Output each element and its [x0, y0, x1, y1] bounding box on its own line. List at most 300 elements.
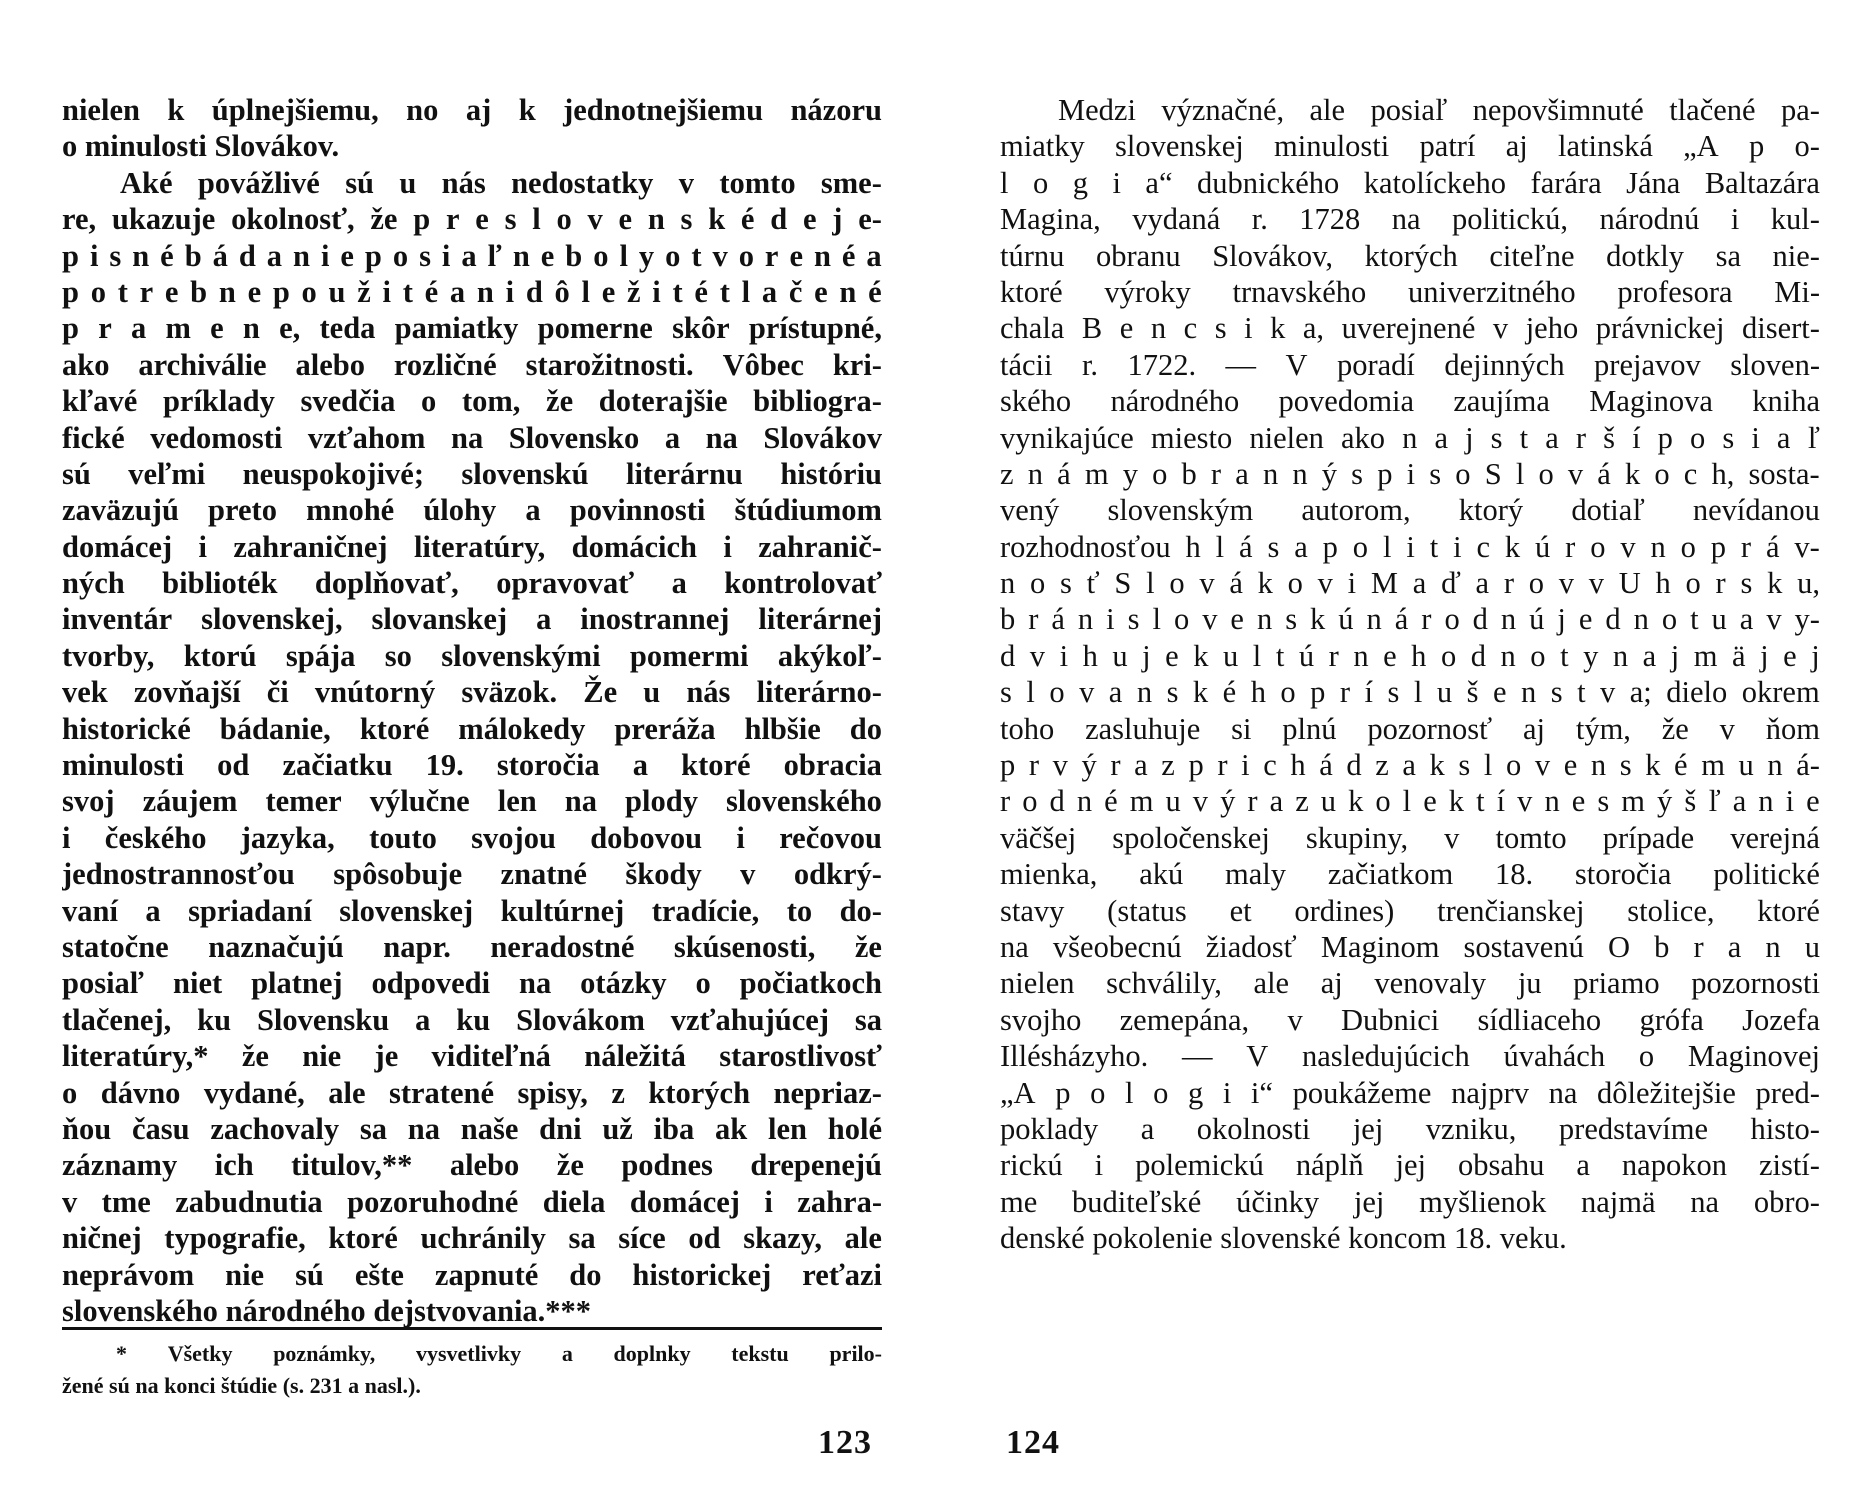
word: historické — [62, 711, 191, 746]
word: minulosti — [62, 748, 185, 783]
word: a — [449, 274, 466, 309]
word: S — [1484, 456, 1502, 491]
word: zapnuté — [434, 1257, 539, 1292]
word: a — [1739, 602, 1754, 637]
word: n — [293, 238, 310, 273]
word: o — [1590, 529, 1606, 564]
word: u, — [1797, 566, 1820, 601]
text-line — [62, 929, 882, 965]
word: miatky — [1000, 129, 1085, 164]
word: Slovákom — [516, 1002, 645, 1037]
word: tomto — [719, 165, 796, 200]
word: svojho — [1000, 1002, 1082, 1037]
word: Mi- — [1774, 274, 1820, 309]
word: ý — [1220, 784, 1236, 819]
text-line — [1000, 1075, 1820, 1111]
word: okrem — [1741, 675, 1820, 710]
word: s — [1387, 675, 1400, 710]
word: V — [1285, 347, 1308, 382]
word: verejná — [1730, 820, 1820, 855]
word: a — [866, 238, 882, 273]
word: spoločenskej — [1112, 820, 1270, 855]
text-line — [62, 529, 882, 565]
word: á — [1319, 748, 1333, 783]
word: o — [1440, 638, 1457, 673]
word: ľ — [487, 238, 502, 273]
word: Slovensko — [508, 420, 640, 455]
text-line — [1000, 711, 1820, 747]
word: r — [1693, 929, 1704, 964]
word: inostrannej — [580, 602, 730, 637]
word: nasledujúcich — [1302, 1039, 1470, 1074]
word: najmä — [1581, 1184, 1656, 1219]
word: opravovať — [496, 566, 635, 601]
text-line — [1000, 201, 1820, 237]
word: na — [519, 966, 552, 1001]
word: sme- — [820, 165, 882, 200]
word: preto — [208, 493, 277, 528]
word: d — [1000, 638, 1016, 673]
word: literatúry,* — [62, 1039, 209, 1074]
word: y — [638, 238, 655, 273]
text-line — [1000, 674, 1820, 710]
word: národného — [1110, 384, 1240, 419]
word: obsahu — [1458, 1148, 1545, 1183]
word: i — [1222, 1075, 1232, 1110]
word: obro- — [1753, 1184, 1820, 1219]
word: denské — [1000, 1221, 1085, 1256]
word: význačné, — [1161, 93, 1285, 127]
word: ktorých — [648, 1075, 751, 1110]
word: že — [1661, 711, 1689, 746]
word: zahranič- — [758, 529, 882, 564]
word: o — [1153, 1075, 1169, 1110]
word: nedostatky — [511, 165, 654, 200]
word: neuspokojivé; — [242, 456, 424, 491]
word: je — [374, 1039, 399, 1074]
word: i — [1730, 202, 1740, 237]
word: m — [1129, 784, 1154, 819]
word: o — [1455, 456, 1471, 491]
word: nás — [441, 165, 486, 200]
word: predstavíme — [1558, 1111, 1708, 1146]
word: s — [1550, 675, 1563, 710]
text-line — [62, 456, 882, 492]
text-line — [62, 492, 882, 528]
text-line — [1000, 456, 1820, 492]
word: a — [664, 420, 681, 455]
text-line — [62, 711, 882, 747]
word: t — [1560, 638, 1569, 673]
word: s — [1351, 456, 1364, 491]
word: r — [98, 311, 112, 346]
word: n — [1590, 748, 1607, 783]
word: b — [1654, 929, 1670, 964]
right-page-body — [1000, 92, 1820, 1257]
word: či — [266, 675, 289, 710]
word: n — [1353, 638, 1369, 673]
word: b — [184, 238, 202, 273]
word: e — [340, 238, 354, 273]
word: l — [1124, 1075, 1134, 1110]
word: nielen — [62, 93, 140, 127]
word: historickej — [632, 1257, 772, 1292]
word: doterajšie — [598, 384, 728, 419]
word: v — [1052, 748, 1068, 783]
word: politické — [1713, 857, 1820, 892]
word: ňou — [62, 1111, 112, 1146]
word: tomto — [1495, 820, 1567, 855]
word: dejstvovania.*** — [373, 1293, 592, 1328]
word: v — [587, 202, 603, 237]
word: vnútorný — [314, 675, 436, 710]
text-line — [1000, 965, 1820, 1001]
word: stratené — [388, 1075, 494, 1110]
word: o — [1685, 566, 1701, 601]
text-line — [1000, 274, 1820, 310]
word: r — [1740, 529, 1752, 564]
word: b — [190, 274, 208, 309]
word: e — [1165, 638, 1179, 673]
text-line — [1000, 1038, 1820, 1074]
word: otázky — [580, 966, 667, 1001]
word: niet — [173, 966, 223, 1001]
word: m — [1701, 748, 1725, 783]
text-line — [1000, 383, 1820, 419]
word: aj — [465, 93, 492, 127]
word: i — [1751, 420, 1760, 455]
word: jeho — [1525, 311, 1579, 346]
word: e — [802, 202, 817, 237]
word: zovňajší — [133, 675, 241, 710]
word: Aké — [120, 165, 173, 200]
word: okolnosti — [1196, 1111, 1311, 1146]
word: tradície, — [651, 893, 760, 928]
text-line — [1000, 492, 1820, 528]
word: c — [1683, 456, 1698, 491]
word: u — [328, 274, 346, 309]
word: p — [364, 238, 382, 273]
word: r — [1247, 784, 1258, 819]
word: n — [839, 274, 857, 309]
word: s — [1429, 456, 1442, 491]
word: n — [1256, 602, 1273, 637]
word: slovenskú — [461, 456, 589, 491]
word: B — [1081, 311, 1103, 346]
word: slovenskej, — [201, 602, 343, 637]
word: j — [1670, 638, 1680, 673]
word: miesto — [1150, 420, 1233, 455]
word: podnes — [621, 1148, 713, 1183]
word: i — [1347, 566, 1357, 601]
word: reťazi — [802, 1257, 882, 1292]
word: Baltazára — [1704, 165, 1820, 200]
word: s — [1127, 602, 1140, 637]
word: touto — [369, 820, 437, 855]
word: ku — [456, 1002, 491, 1037]
word: chala — [1000, 311, 1065, 346]
word: e — [1383, 638, 1397, 673]
word: i — [1106, 602, 1115, 637]
word: jazyka, — [240, 820, 335, 855]
word: á — [212, 238, 228, 273]
word: re, — [62, 202, 97, 237]
text-line — [1000, 1111, 1820, 1147]
word: l — [581, 274, 590, 309]
word: á — [1051, 602, 1065, 637]
word: — — [1181, 1039, 1213, 1074]
word: é — [740, 202, 755, 237]
word: c — [1183, 311, 1198, 346]
word: é — [1104, 784, 1118, 819]
word: i — [441, 238, 451, 273]
word: ich — [214, 1148, 254, 1183]
word: n — [1136, 675, 1153, 710]
word: o — [1654, 456, 1670, 491]
word: u — [1223, 638, 1239, 673]
word: v — [1517, 784, 1533, 819]
word: r. — [1251, 202, 1268, 237]
word: e — [1230, 602, 1244, 637]
word: naše — [460, 1111, 519, 1146]
word: alebo — [295, 347, 365, 382]
word: citeľne — [1489, 238, 1575, 273]
word: kul- — [1770, 202, 1820, 237]
word: fické — [62, 420, 125, 455]
word: l — [1152, 602, 1161, 637]
word: dotiaľ — [1571, 493, 1645, 528]
word: hlbšie — [744, 711, 821, 746]
word: zaväzujú — [62, 493, 179, 528]
word: 1722. — [1127, 347, 1197, 382]
word: zemepána, — [1119, 1002, 1250, 1037]
word: á — [1057, 456, 1071, 491]
word: n — [1650, 529, 1666, 564]
word: v — [1317, 566, 1333, 601]
word: ktoré — [1757, 893, 1820, 928]
word: v — [678, 165, 695, 200]
word: a — [1294, 529, 1308, 564]
word: zahraničnej — [233, 529, 388, 564]
word: jej — [1352, 1111, 1384, 1146]
word: ť — [1086, 566, 1100, 601]
word: literárno- — [756, 675, 882, 710]
word: domácej — [62, 529, 173, 564]
word: rečovou — [779, 820, 882, 855]
word: maly — [1225, 857, 1287, 892]
word: literatúry, — [413, 529, 546, 564]
text-line — [1000, 1147, 1820, 1183]
word: spisy, — [517, 1075, 588, 1110]
text-line — [62, 893, 882, 929]
word: o — [62, 129, 78, 164]
word: nielen — [1000, 966, 1075, 1001]
word: Jozefa — [1742, 1002, 1820, 1037]
word: g — [1072, 165, 1088, 200]
word: a — [1134, 748, 1148, 783]
text-line — [1000, 856, 1820, 892]
word: a — [1235, 456, 1249, 491]
word: koncom — [1348, 1221, 1447, 1256]
word: na — [1690, 1184, 1720, 1219]
word: a — [671, 566, 687, 601]
word: že — [546, 384, 574, 419]
text-line — [1000, 747, 1820, 783]
word: na — [1548, 1075, 1578, 1110]
word: povedomia — [1278, 384, 1415, 419]
word: i — [1241, 748, 1250, 783]
word: g — [1187, 1075, 1204, 1110]
word: náplň — [1295, 1148, 1364, 1183]
word: a — [1776, 420, 1791, 455]
word: t — [1690, 602, 1699, 637]
word: s — [1722, 420, 1735, 455]
word: e — [1571, 784, 1586, 819]
word: slovenské — [1220, 1221, 1341, 1256]
word: a — [525, 493, 541, 528]
word: i — [62, 820, 71, 855]
word: kri- — [832, 347, 882, 382]
word: n — [218, 274, 236, 309]
word: tom, — [461, 384, 521, 419]
word: diela — [542, 1184, 606, 1219]
word: v — [1202, 602, 1218, 637]
text-line — [1000, 929, 1820, 965]
word: á — [1394, 602, 1409, 637]
word: rickú — [1000, 1148, 1063, 1183]
word: d — [770, 202, 788, 237]
word: š — [1466, 675, 1479, 710]
word: Slovákov — [763, 420, 882, 455]
word: O — [1607, 929, 1630, 964]
word: poklady — [1000, 1111, 1099, 1146]
word: r — [1217, 748, 1228, 783]
word: rozličné — [393, 347, 497, 382]
word: zabudnutia — [175, 1184, 323, 1219]
text-line — [62, 201, 882, 237]
word: ý — [1657, 784, 1673, 819]
word: statočne — [62, 929, 169, 964]
word: y — [1583, 638, 1599, 673]
word: o — [1152, 456, 1168, 491]
word: profesora — [1617, 274, 1733, 309]
text-line — [1000, 529, 1820, 565]
text-line — [62, 601, 882, 637]
word: nevídanou — [1692, 493, 1820, 528]
word: t — [672, 274, 683, 309]
word: i — [1453, 529, 1462, 564]
word: o — [301, 274, 317, 309]
word: i — [736, 820, 745, 855]
text-line — [62, 565, 882, 601]
word: t — [117, 274, 128, 309]
word: o — [1022, 784, 1038, 819]
word: vzťahom — [307, 420, 426, 455]
word: k — [708, 202, 726, 237]
word: sa — [568, 1221, 596, 1256]
word: ktorý — [1458, 493, 1524, 528]
word: k — [1270, 311, 1286, 346]
text-line — [62, 165, 882, 201]
word: už — [602, 1111, 633, 1146]
word: k — [1504, 529, 1521, 564]
word: k — [1767, 566, 1783, 601]
word: r — [1210, 456, 1222, 491]
word: p — [62, 274, 79, 309]
word: jej — [1395, 1148, 1427, 1183]
word: starostlivosť — [719, 1039, 882, 1074]
word: na — [1000, 929, 1029, 964]
word: slovenského — [62, 1293, 218, 1328]
word: v — [1558, 566, 1574, 601]
text-line — [62, 92, 882, 128]
word: ý — [1081, 748, 1097, 783]
word: histo- — [1750, 1111, 1820, 1146]
text-line — [1000, 893, 1820, 929]
word: trnavského — [1232, 274, 1367, 309]
word: slovenskými — [441, 638, 601, 673]
word: literárnej — [758, 602, 882, 637]
word: Slovensku — [256, 1002, 390, 1037]
word: jej — [1353, 1184, 1385, 1219]
word: o — [593, 238, 609, 273]
word: v — [1534, 748, 1551, 783]
word: skúsenosti, — [673, 929, 816, 964]
word: o — [738, 238, 754, 273]
word: sa — [359, 1111, 387, 1146]
word: v — [712, 238, 728, 273]
word: a; — [1629, 675, 1652, 710]
word: u — [1320, 784, 1337, 819]
word: drepenejú — [750, 1148, 882, 1183]
word: Že — [583, 675, 618, 710]
word: sloven- — [1730, 347, 1820, 382]
word: 18. — [1494, 857, 1534, 892]
word: e — [789, 238, 803, 273]
word: temer — [265, 784, 342, 819]
word: e — [601, 274, 616, 309]
word: ú — [1338, 602, 1354, 637]
word: poradí — [1336, 347, 1415, 382]
word: prístupné, — [748, 311, 882, 346]
word: p — [1748, 129, 1765, 164]
word: r — [1575, 420, 1587, 455]
word: politickú, — [1451, 202, 1569, 237]
text-line — [1000, 565, 1820, 601]
word: é — [694, 274, 708, 309]
word: a — [1732, 784, 1747, 819]
word: y- — [1794, 602, 1820, 637]
word: veľmi — [128, 456, 206, 491]
word: tlačenej, — [62, 1002, 172, 1037]
word: n — [512, 238, 530, 273]
word: vedomosti — [150, 420, 283, 455]
word: úvahách — [1503, 1039, 1606, 1074]
word: m — [1621, 784, 1645, 819]
word: ako — [1340, 420, 1386, 455]
word: e — [618, 202, 633, 237]
word: archiválie — [138, 347, 267, 382]
word: n — [1544, 784, 1560, 819]
word: u — [1738, 748, 1754, 783]
word: u — [1804, 929, 1820, 964]
word: aj — [1523, 711, 1546, 746]
word: m — [1084, 456, 1109, 491]
word: h — [1250, 675, 1266, 710]
word: r — [445, 202, 460, 237]
word: že — [370, 202, 398, 237]
word: „A — [1683, 129, 1719, 164]
